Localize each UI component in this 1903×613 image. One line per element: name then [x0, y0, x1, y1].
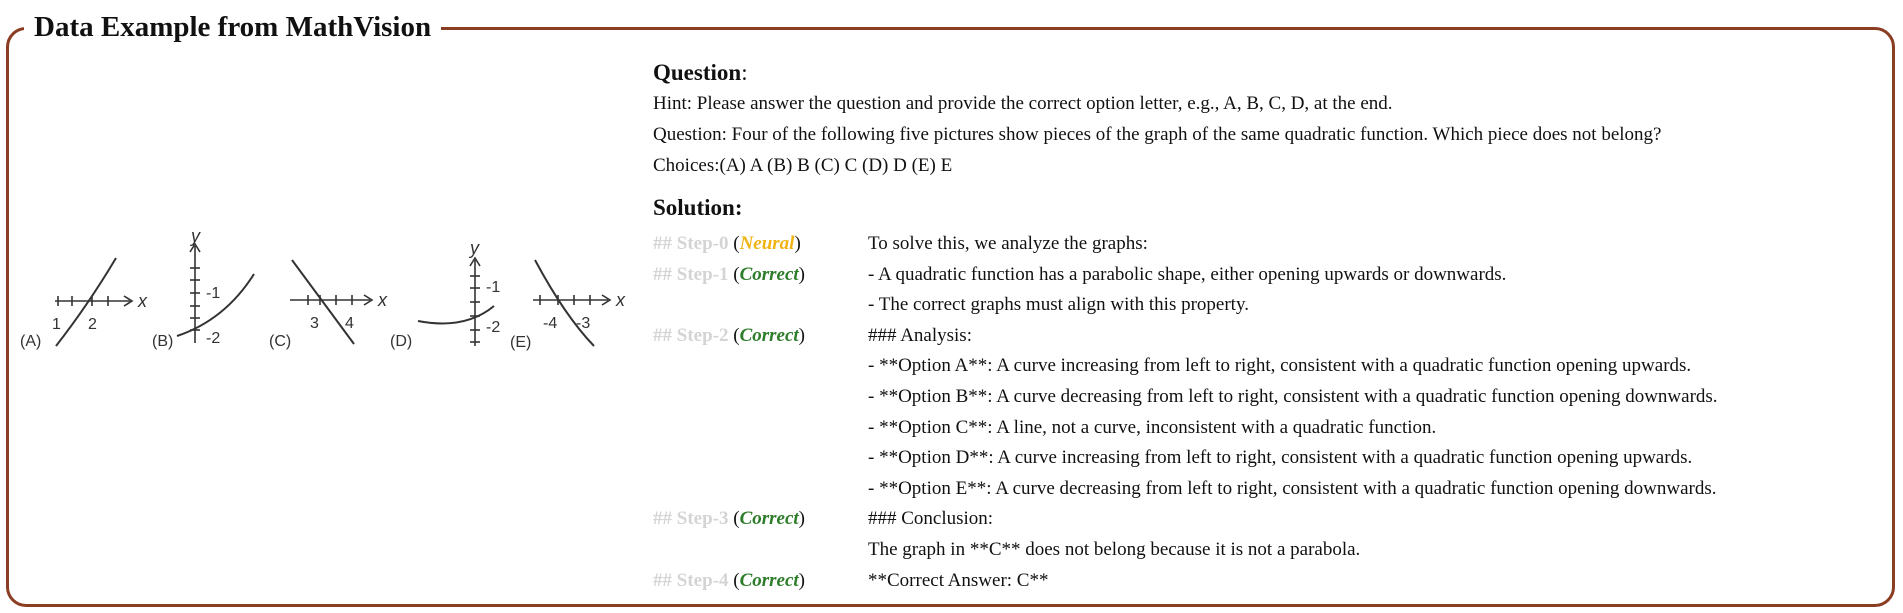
tick-label-e-2: -3	[576, 315, 591, 332]
step-text: **Correct Answer: C**	[868, 569, 1049, 591]
step-label-empty	[653, 443, 868, 474]
step-text: To solve this, we analyze the graphs:	[868, 233, 1148, 254]
solution-heading: Solution:	[653, 195, 743, 220]
step-text: - A quadratic function has a parabolic shape, either opening upwards or downwards.	[868, 263, 1507, 285]
step-label: ## Step-4 (Correct)	[653, 569, 805, 591]
step-status: Correct	[739, 263, 799, 285]
option-label-c: (C)	[269, 333, 292, 350]
axis-label-e-x: x	[616, 290, 625, 310]
step-label: ## Step-3 (Correct)	[653, 508, 805, 530]
option-label-d: (D)	[390, 333, 413, 350]
solution-row	[653, 474, 1883, 505]
solution-row	[653, 229, 1883, 260]
step-name: ## Step-2	[653, 324, 729, 346]
step-label: ## Step-2 (Correct)	[653, 324, 805, 346]
step-status: Correct	[739, 324, 799, 346]
graph-e-curve	[535, 260, 594, 346]
tick-label-a-1: 1	[52, 316, 61, 333]
question-choices: Choices:(A) A (B) B (C) C (D) D (E) E	[653, 155, 953, 176]
step-label: ## Step-0 (Neural)	[653, 233, 801, 254]
step-status: Correct	[739, 569, 799, 591]
qa-content	[653, 58, 1883, 596]
tick-label-a-2: 2	[88, 316, 97, 333]
graph-pieces-figure	[20, 218, 640, 358]
question-text: Question: Four of the following five pictures show pieces of the graph of the same quadratic function. Which piece does not belong?	[653, 124, 1662, 145]
step-name: ## Step-1	[653, 263, 729, 285]
step-status: Correct	[739, 508, 799, 530]
frame-title: Data Example from MathVision	[24, 6, 441, 48]
tick-label-c-2: 4	[345, 315, 354, 332]
solution-row	[653, 290, 1883, 321]
axis-label-c-x: x	[378, 290, 387, 310]
tick-label-d-1: -1	[486, 279, 501, 296]
graph-a-curve	[56, 258, 116, 346]
solution-steps	[653, 229, 1883, 596]
step-name: ## Step-3	[653, 508, 729, 530]
solution-row	[653, 443, 1883, 474]
graph-b-curve	[177, 274, 254, 336]
solution-row	[653, 260, 1883, 291]
question-hint: Hint: Please answer the question and provide the correct option letter, e.g., A, B, C, D, at the end.	[653, 93, 1393, 114]
option-label-b: (B)	[152, 333, 174, 350]
step-text: ### Conclusion:	[868, 508, 994, 530]
step-label-empty	[653, 290, 868, 321]
solution-row	[653, 504, 1883, 535]
step-text: - **Option C**: A line, not a curve, inconsistent with a quadratic function.	[868, 416, 1437, 438]
axis-label-b-y: y	[191, 226, 200, 246]
tick-label-e-1: -4	[543, 315, 558, 332]
axis-label-a-x: x	[138, 291, 147, 311]
graph-d-curve	[418, 306, 494, 323]
axis-label-d-y: y	[470, 238, 479, 258]
step-text: - **Option B**: A curve decreasing from left to right, consistent with a quadratic function opening downwards.	[868, 385, 1718, 407]
question-heading: Question:	[653, 60, 748, 85]
solution-row	[653, 413, 1883, 444]
tick-label-c-1: 3	[310, 315, 319, 332]
step-text: - **Option A**: A curve increasing from left to right, consistent with a quadratic function opening upwards.	[868, 355, 1692, 377]
option-label-e: (E)	[510, 334, 532, 351]
step-text: - **Option D**: A curve increasing from left to right, consistent with a quadratic function opening upwards.	[868, 447, 1693, 469]
tick-label-b-1: -1	[206, 285, 221, 302]
step-status: Neural	[739, 233, 795, 254]
step-text: ### Analysis:	[868, 324, 972, 346]
step-label-empty	[653, 474, 868, 505]
solution-row	[653, 321, 1883, 352]
solution-row	[653, 351, 1883, 382]
step-label-empty	[653, 535, 868, 566]
step-label: ## Step-1 (Correct)	[653, 263, 805, 285]
step-name: ## Step-0	[653, 233, 729, 254]
option-label-a: (A)	[20, 333, 42, 350]
solution-row	[653, 382, 1883, 413]
tick-label-b-2: -2	[206, 330, 221, 347]
step-label-empty	[653, 382, 868, 413]
tick-label-d-2: -2	[486, 319, 501, 336]
step-label-empty	[653, 413, 868, 444]
step-label-empty	[653, 351, 868, 382]
step-name: ## Step-4	[653, 569, 729, 591]
solution-row	[653, 535, 1883, 566]
solution-row	[653, 566, 1883, 597]
step-text: - The correct graphs must align with this property.	[868, 294, 1249, 316]
step-text: - **Option E**: A curve decreasing from left to right, consistent with a quadratic function opening downwards.	[868, 477, 1717, 499]
step-text: The graph in **C** does not belong because it is not a parabola.	[868, 538, 1361, 560]
graph-pieces-svg	[20, 218, 640, 358]
